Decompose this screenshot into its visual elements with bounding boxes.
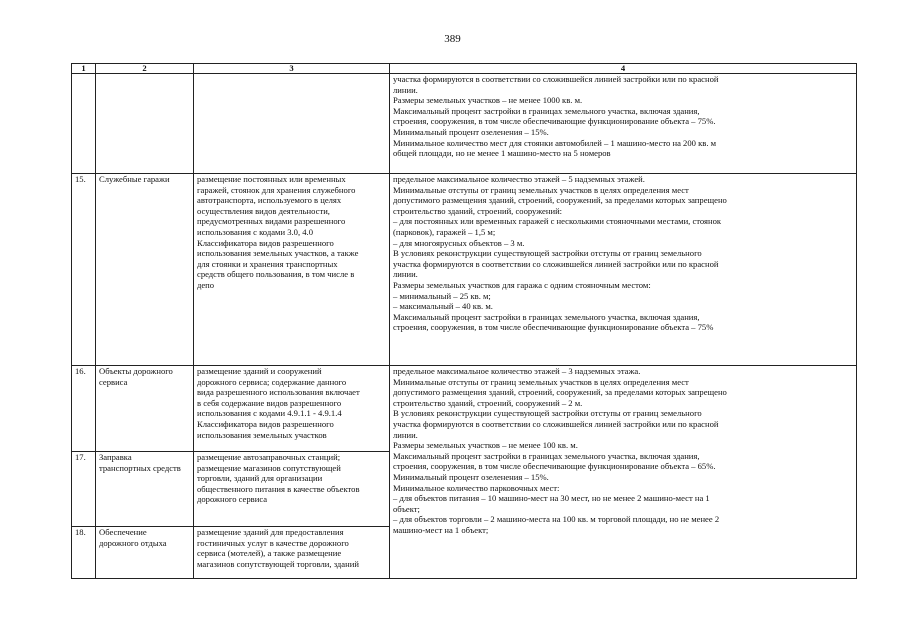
param-text: Минимальное количество мест для стоянки автомобилей – 1 машино-место на 200 кв. м общей площади, но не менее 1 машино-место на 5 номеров	[393, 137, 717, 159]
row-number: 18.	[72, 527, 96, 579]
zoning-table	[71, 63, 857, 579]
table-row-continued	[72, 74, 857, 174]
param-text: предельное максимальное количество этажей – 3 надземных этажа.	[393, 366, 641, 376]
use-description: размещение зданий для предоставления гостиничных услуг в качестве дорожного сервиса (мотелей), а также размещение магазинов сопутствующей торговли, зданий	[194, 527, 390, 579]
param-text: Минимальный процент озеленения – 15%.	[393, 126, 549, 137]
cell-empty	[96, 74, 194, 174]
param-text: Минимальные отступы от границ земельных участков в целях определения мест допустимого размещения зданий, строений, сооружений, за пределами которых запрещено строительство зданий, строений, сооружений:	[393, 184, 727, 216]
table-row-15	[72, 174, 857, 366]
cell-empty	[72, 74, 96, 174]
param-text: – для объектов торговли – 2 машино-места на 100 кв. м торговой площади, но не менее 2 машино-мест на 1 объект;	[393, 514, 720, 535]
use-description: размещение постоянных или временных гаражей, стоянок для хранения служебного автотранспорта, используемого в целях осуществления видов деятельности, предусмотренных видами разрешенного использования с кодами 3.0, 4.0 Классификатора видов разрешенного использования земельных участков, а также для стоянки и хранения транспортных средств общего пользования, в том числе в депо	[194, 174, 390, 366]
param-text: Максимальный процент застройки в границах земельного участка, включая здания, строения, сооружения, в том числе обеспечивающие функционирование объекта – 65%.	[393, 450, 716, 472]
header-row	[72, 64, 857, 74]
use-description: размещение автозаправочных станций; размещение магазинов сопутствующей торговли, зданий для организации общественного питания в качестве объектов дорожного сервиса	[194, 452, 390, 527]
param-text: Размеры земельных участков – не менее 1000 кв. м.	[393, 95, 583, 106]
header-col-3: 3	[194, 64, 390, 74]
param-text: участка формируются в соответствии со сложившейся линией застройки или по красной линии.	[393, 74, 719, 95]
page-number: 389	[444, 33, 461, 45]
header-col-4: 4	[390, 64, 857, 74]
param-text: Размеры земельных участков для гаража с одним стояночным местом:	[393, 279, 651, 290]
param-text: Минимальное количество парковочных мест:	[393, 482, 560, 493]
params-cell	[390, 174, 857, 366]
header-col-1: 1	[72, 64, 96, 74]
use-name: Объекты дорожного сервиса	[96, 366, 194, 452]
use-name: Обеспечение дорожного отдыха	[96, 527, 194, 579]
use-name: Служебные гаражи	[96, 174, 194, 366]
header-col-2: 2	[96, 64, 194, 74]
table-row-16	[72, 366, 857, 452]
param-text: Максимальный процент застройки в границах земельного участка, включая здания, строения, сооружения, в том числе обеспечивающие функционирование объекта – 75%	[393, 311, 714, 333]
shared-params-cell	[390, 366, 857, 579]
continued-params-cell	[390, 74, 857, 174]
param-text: Минимальные отступы от границ земельных участков в целях определения мест допустимого размещения зданий, строений, сооружений, за пределами которых запрещено строительство зданий, строений, сооружений – 2 м.	[393, 376, 727, 408]
param-text: В условиях реконструкции существующей застройки отступы от границ земельного участка формируются в соответствии со сложившейся линией застройки или по красной линии.	[393, 248, 719, 280]
cell-empty	[194, 74, 390, 174]
param-text: Минимальный процент озеленения – 15%.	[393, 471, 549, 482]
row-number: 17.	[72, 452, 96, 527]
param-text: – минимальный – 25 кв. м;	[393, 290, 491, 301]
param-text: предельное максимальное количество этажей – 5 надземных этажей.	[393, 174, 645, 184]
param-text: Максимальный процент застройки в границах земельного участка, включая здания, строения, сооружения, в том числе обеспечивающие функционирование объекта – 75%.	[393, 105, 716, 127]
param-text: – для многоярусных объектов – 3 м.	[393, 237, 525, 248]
param-text: – максимальный – 40 кв. м.	[393, 301, 493, 312]
param-text: Размеры земельных участков – не менее 100 кв. м.	[393, 440, 578, 451]
row-number: 15.	[72, 174, 96, 366]
param-text: В условиях реконструкции существующей застройки отступы от границ земельного участка формируются в соответствии со сложившейся линией застройки или по красной линии.	[393, 408, 719, 440]
row-number: 16.	[72, 366, 96, 452]
param-text: – для постоянных или временных гаражей с несколькими стояночными местами, стоянок (парковок), гаражей – 1,5 м;	[393, 216, 722, 237]
use-description: размещение зданий и сооружений дорожного сервиса; содержание данного вида разрешенного использования включает в себя содержание видов разрешенного использования с кодами 4.9.1.1 - 4.9.1.4 Классификатора видов разрешенного использования земельных участков	[194, 366, 390, 452]
use-name: Заправка транспортных средств	[96, 452, 194, 527]
param-text: – для объектов питания – 10 машино-мест на 30 мест, но не менее 2 машино-мест на 1 объект;	[393, 493, 710, 514]
